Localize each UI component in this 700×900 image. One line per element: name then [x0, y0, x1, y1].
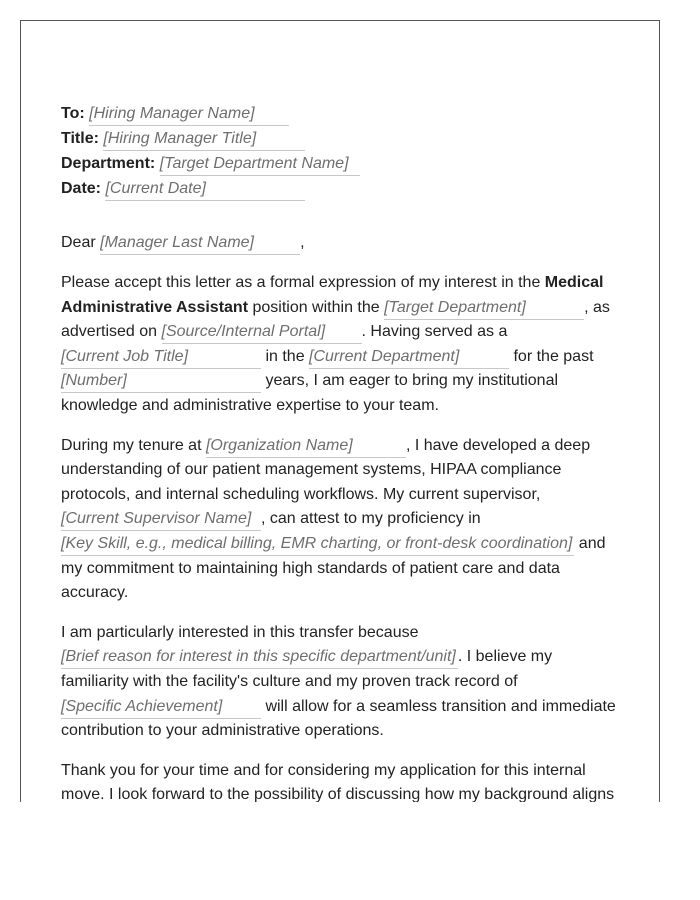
date-label: Date:	[61, 180, 102, 197]
target-department-field[interactable]: [Target Department]	[384, 297, 584, 320]
to-label: To:	[61, 105, 85, 122]
paragraph-text: in the	[261, 347, 310, 365]
paragraph-experience	[61, 434, 621, 606]
key-skill-field[interactable]: [Key Skill, e.g., medical billing, EMR charting, or front-desk coordination]	[61, 533, 574, 556]
paragraph-text: , can attest to my proficiency in	[261, 510, 481, 528]
paragraph-text: I am particularly interested in this transfer because	[61, 623, 419, 641]
manager-last-name-field[interactable]: [Manager Last Name]	[100, 232, 300, 255]
current-job-title-field[interactable]: [Current Job Title]	[61, 346, 261, 369]
date-line	[61, 176, 621, 201]
title-label: Title:	[61, 130, 99, 147]
paragraph-text: , as advertised on	[61, 298, 610, 341]
letter-page	[20, 20, 660, 802]
target-department-name-field[interactable]: [Target Department Name]	[160, 153, 360, 176]
paragraph-text: position within the	[248, 298, 385, 316]
specific-achievement-field[interactable]: [Specific Achievement]	[61, 696, 261, 719]
salutation-suffix: ,	[300, 234, 305, 251]
hiring-manager-name-field[interactable]: [Hiring Manager Name]	[89, 103, 289, 126]
paragraph-closing	[61, 759, 621, 802]
salutation	[61, 230, 621, 255]
current-date-field[interactable]: [Current Date]	[105, 178, 305, 201]
source-portal-field[interactable]: [Source/Internal Portal]	[162, 321, 362, 344]
paragraph-text: Thank you for your time and for considering my application for this internal move. I look forward to the possibility of discussing how my background aligns	[61, 761, 615, 802]
title-line	[61, 126, 621, 151]
paragraph-intro	[61, 271, 621, 419]
department-line	[61, 151, 621, 176]
paragraph-text: Please accept this letter as a formal expression of my interest in the	[61, 274, 545, 291]
paragraph-text: years, I am eager to bring my institutional knowledge and administrative expertise to your team.	[61, 372, 559, 414]
years-number-field[interactable]: [Number]	[61, 370, 261, 393]
letter-content	[61, 101, 621, 802]
paragraph-motivation	[61, 621, 621, 744]
paragraph-text: During my tenure at	[61, 436, 206, 454]
paragraph-text: and my commitment to maintaining high standards of patient care and data accuracy.	[61, 534, 606, 602]
current-supervisor-name-field[interactable]: [Current Supervisor Name]	[61, 508, 261, 531]
transfer-reason-field[interactable]: [Brief reason for interest in this specific department/unit]	[61, 646, 458, 669]
organization-name-field[interactable]: [Organization Name]	[206, 435, 406, 458]
salutation-prefix: Dear	[61, 234, 96, 251]
to-line	[61, 101, 621, 126]
position-name: Medical Administrative Assistant	[61, 274, 604, 316]
paragraph-text: will allow for a seamless transition and immediate contribution to your administrative operations.	[61, 697, 616, 740]
paragraph-text: . Having served as a	[361, 323, 508, 341]
department-label: Department:	[61, 155, 156, 172]
paragraph-text: . I believe my familiarity with the facility's culture and my proven track record of	[61, 648, 553, 690]
hiring-manager-title-field[interactable]: [Hiring Manager Title]	[103, 128, 305, 151]
header-spacer	[61, 201, 621, 230]
paragraph-text: for the past	[509, 347, 594, 365]
paragraph-text: , I have developed a deep understanding of our patient management systems, HIPAA compliance protocols, and internal scheduling workflows. My current supervisor,	[61, 436, 591, 503]
current-department-field[interactable]: [Current Department]	[309, 346, 509, 369]
